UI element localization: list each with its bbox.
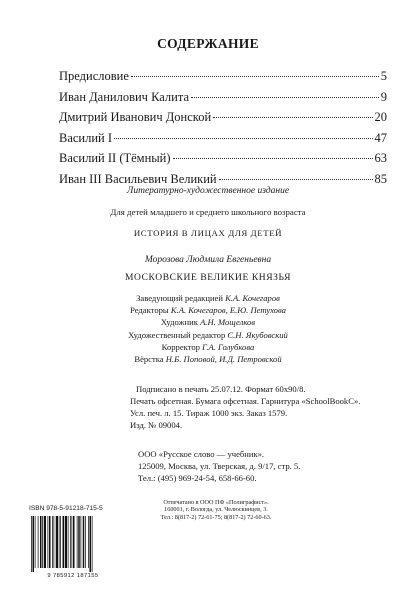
toc-entry-title: Предисловие	[59, 69, 129, 83]
credit-names: Н.Б. Поповой, И.Д. Петровской	[165, 354, 282, 365]
barcode-bar	[92, 516, 93, 572]
credits-block	[0, 292, 416, 365]
toc-row	[59, 107, 387, 128]
imprint-line: Подписано в печать 25.07.12. Формат 60х90/8.	[136, 384, 306, 394]
barcode-bar	[49, 516, 51, 568]
toc-entry-page: 20	[374, 110, 387, 124]
credit-role: Редакторы	[130, 305, 169, 316]
barcode-bar	[44, 516, 46, 568]
credit-names: С.Н. Якубовский	[227, 329, 288, 340]
toc-entry-page: 85	[374, 171, 387, 186]
toc-entry-title: Василий II (Тёмный)	[59, 151, 171, 165]
publisher-line: ООО «Русское слово — учебник».	[138, 449, 265, 459]
toc-entry-title: Иван Данилович Калита	[59, 89, 189, 104]
barcode-bar	[31, 516, 32, 572]
barcode-number: 9 785912 187155	[47, 573, 99, 579]
credit-names: К.А. Кочегаров	[225, 293, 280, 303]
publisher-block	[138, 448, 328, 484]
barcode-bar	[40, 516, 42, 568]
barcode-bar	[59, 516, 60, 568]
dot-leader	[219, 179, 373, 180]
barcode-bar	[65, 516, 67, 568]
barcode-bar	[72, 516, 73, 568]
barcode-bar	[60, 516, 61, 568]
barcode-bar	[48, 516, 49, 568]
printer-block	[146, 499, 286, 521]
toc-row	[59, 87, 387, 108]
barcode-bar	[85, 516, 86, 568]
credit-line	[0, 304, 416, 316]
barcode-bar	[33, 516, 35, 572]
credit-role: Заведующий редакцией	[136, 293, 223, 303]
imprint-line: Усл. печ. л. 15. Тираж 1000 экз. Заказ 1579.	[130, 408, 288, 419]
barcode-bar	[83, 516, 85, 568]
dot-leader	[131, 76, 379, 77]
toc-entry-page: 47	[374, 130, 387, 145]
toc-title: СОДЕРЖАНИЕ	[157, 36, 259, 51]
credit-role: Художник	[160, 317, 198, 328]
imprint-line: Изд. № 09004.	[130, 420, 183, 431]
publisher-line: 125009, Москва, ул. Тверская, д. 9/17, стр. 5.	[138, 461, 301, 472]
barcode-bar	[78, 516, 80, 568]
toc-row	[59, 128, 387, 149]
barcode-bar	[70, 516, 71, 568]
printer-line: 160001, г. Вологда, ул. Челюскинцев, 3.	[164, 506, 268, 514]
toc-entry-title: Дмитрий Иванович Донской	[59, 110, 212, 124]
publisher-line: Тел.: (495) 969-24-54, 658-66-60.	[138, 473, 257, 484]
dot-leader	[173, 158, 373, 159]
barcode-bar	[54, 516, 55, 568]
book-title: МОСКОВСКИЕ ВЕЛИКИЕ КНЯЗЬЯ	[124, 273, 292, 283]
barcode-bar	[77, 516, 78, 568]
imprint-line: Печать офсетная. Бумага офсетная. Гарнитура «SchoolBookC».	[130, 396, 361, 407]
barcode-bar	[81, 516, 82, 568]
barcode-bar	[38, 516, 39, 568]
barcode-bar	[63, 516, 65, 568]
credit-line	[0, 341, 416, 353]
printer-line: Тел.: 8(817-2) 72-61-75; 8(817-2) 72-60-63.	[160, 513, 272, 521]
toc-entry-page: 5	[380, 69, 387, 83]
author-name: Морозова Людмила Евгеньевна	[144, 255, 272, 265]
credit-names: Г.А. Голубкова	[202, 341, 255, 352]
toc-entry-title: Иван III Васильевич Великий	[59, 171, 217, 186]
credit-role: Корректор	[161, 341, 200, 352]
barcode-bar	[68, 516, 69, 568]
dot-leader	[191, 97, 379, 98]
barcode-bar	[52, 516, 53, 568]
barcode-bar	[42, 516, 43, 568]
barcode-bar	[90, 516, 92, 572]
edition-audience: Для детей младшего и среднего школьного возраста	[110, 207, 306, 217]
table-of-contents	[59, 66, 387, 189]
credit-names: А.Н. Мощелков	[200, 317, 256, 328]
toc-entry-page: 63	[374, 151, 387, 165]
toc-row	[59, 148, 387, 169]
barcode-image	[29, 516, 117, 572]
credit-line	[0, 329, 416, 341]
toc-entry-title: Василий I	[59, 130, 113, 145]
credit-line	[0, 316, 416, 328]
barcode-bar	[73, 516, 75, 568]
credit-names: К.А. Кочегаров, Е.Ю. Петухова	[170, 305, 286, 316]
toc-entry-page: 9	[380, 89, 387, 104]
edition-kind: Литературно-художественное издание	[126, 186, 290, 196]
dot-leader	[213, 117, 372, 118]
barcode-bar	[35, 516, 36, 568]
credit-line	[0, 353, 416, 365]
barcode-bar	[56, 516, 58, 568]
credit-role: Художественный редактор	[128, 329, 226, 340]
toc-row	[59, 66, 387, 87]
barcode-bar	[88, 516, 89, 568]
series-title: ИСТОРИЯ В ЛИЦАХ ДЛЯ ДЕТЕЙ	[133, 228, 283, 238]
credit-line	[0, 292, 416, 304]
credit-role: Вёрстка	[134, 354, 164, 365]
printer-line: Отпечатано в ООО ПФ «Полиграфист».	[163, 499, 269, 506]
isbn-text: ISBN 978-5-91218-715-5	[29, 505, 103, 512]
dot-leader	[114, 138, 372, 139]
imprint-block	[130, 383, 361, 431]
